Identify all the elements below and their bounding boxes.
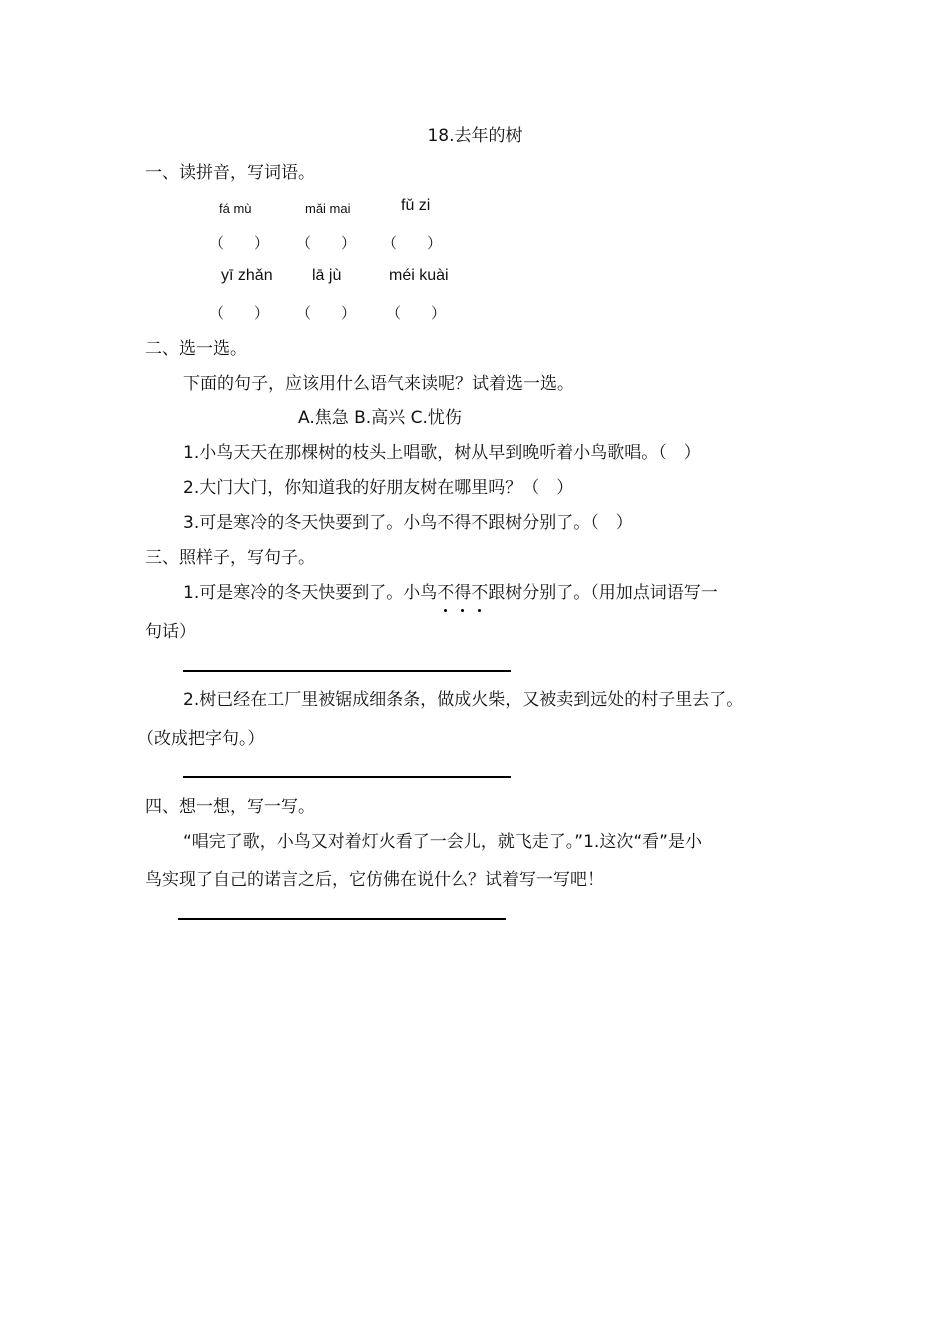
- section2-heading: 二、选一选。: [145, 339, 247, 359]
- answer-blank: （ ）: [296, 234, 357, 252]
- emphasis-char: 得: [454, 583, 472, 603]
- question-3-2: 2.树已经在工厂里被锯成细条条，做成火柴，又被卖到远处的村子里去了。: [183, 690, 744, 710]
- pinyin-yizhan: yī zhǎn: [221, 267, 273, 284]
- pinyin-fuzi: fǔ zi: [401, 197, 431, 214]
- pinyin-famu: fá mù: [219, 201, 252, 216]
- answer-blank: （ ）: [386, 304, 447, 322]
- question-3-1-text-a: 1.可是寒冷的冬天快要到了。小鸟: [183, 583, 438, 603]
- question-2-1: 1.小鸟天天在那棵树的枝头上唱歌，树从早到晚听着小鸟歌唱。（ ）: [183, 443, 701, 463]
- pinyin-laju: lā jù: [312, 267, 342, 284]
- question-4-line1: “唱完了歌，小鸟又对着灯火看了一会儿，就飞走了。”1.这次“看”是小: [183, 832, 702, 852]
- pinyin-meikuai: méi kuài: [389, 267, 449, 284]
- section1-heading: 一、读拼音，写词语。: [145, 163, 315, 183]
- answer-blank: （ ）: [296, 304, 357, 322]
- section2-instruction: 下面的句子，应该用什么语气来读呢？试着选一选。: [183, 374, 574, 394]
- question-3-1-cont: 句话）: [145, 622, 196, 642]
- answer-line[interactable]: [183, 776, 511, 778]
- question-4-line2: 鸟实现了自己的诺言之后，它仿佛在说什么？试着写一写吧！: [145, 870, 604, 890]
- answer-line[interactable]: [183, 670, 511, 672]
- choice-options: A.焦急 B.高兴 C.忧伤: [298, 408, 462, 428]
- question-2-3: 3.可是寒冷的冬天快要到了。小鸟不得不跟树分别了。（ ）: [183, 513, 633, 533]
- answer-line[interactable]: [178, 918, 506, 920]
- pinyin-maimai: mǎi mai: [305, 201, 351, 216]
- emphasis-char: 不: [471, 583, 489, 603]
- emphasis-char: 不: [437, 583, 455, 603]
- section3-heading: 三、照样子，写句子。: [145, 548, 315, 568]
- answer-blank: （ ）: [209, 304, 270, 322]
- section4-heading: 四、想一想，写一写。: [145, 797, 315, 817]
- answer-blank: （ ）: [209, 234, 270, 252]
- question-3-2-cont: （改成把字句。）: [137, 729, 265, 749]
- question-3-1-text-b: 跟树分别了。（用加点词语写一: [488, 583, 718, 603]
- answer-blank: （ ）: [382, 234, 443, 252]
- page-title: 18.去年的树: [427, 126, 523, 146]
- question-2-2: 2.大门大门，你知道我的好朋友树在哪里吗？（ ）: [183, 478, 574, 498]
- question-3-1: [183, 581, 718, 605]
